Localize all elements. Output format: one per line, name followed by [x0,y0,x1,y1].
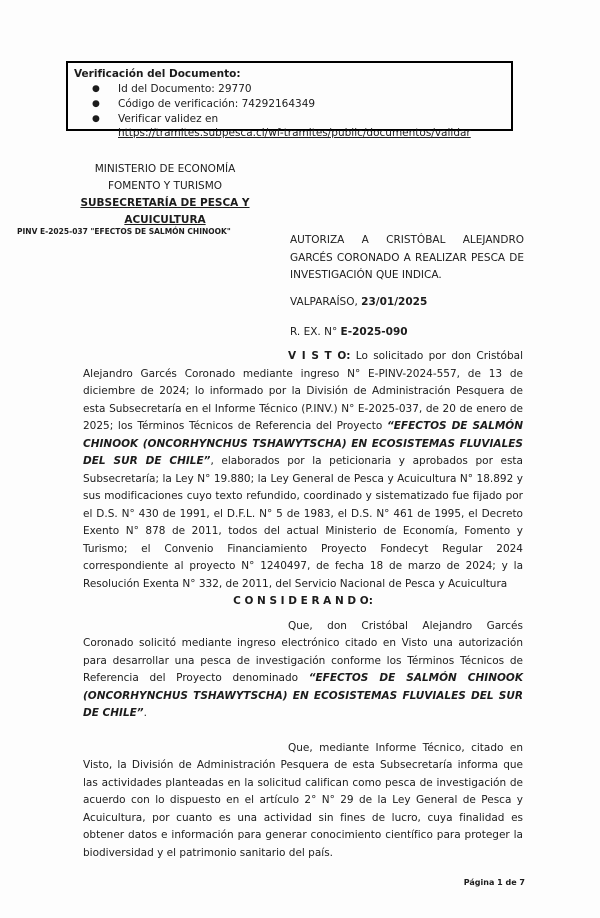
resolution-date: 23/01/2025 [361,296,428,308]
verification-box [66,61,513,139]
project-reference: PINV E-2025-037 "EFECTOS DE SALMÓN CHINOOK" [17,227,231,236]
resolution-prefix: R. EX. N° [290,326,341,338]
project-title: “EFECTOS DE SALMÓN CHINOOK (ONCORHYNCHUS TSHAWYTSCHA) EN ECOSISTEMAS FLUVIALES DEL SUR DE CHILE” [83,672,523,719]
place-date-line [290,296,427,308]
verification-title: Verificación del Documento: [74,68,241,80]
letterhead [40,161,290,229]
considerando-paragraph-2: Que, mediante Informe Técnico, citado en Visto, la División de Administración Pesquera de esta Subsecretaría informa que las actividades planteadas en la solicitud califican como pesca de investigación de acuerdo con lo dispuesto en el artículo 2° N° 29 de la Ley General de Pesca y Acuicultura, por cuanto es una actividad sin fines de lucro, cuya finalidad es obtener datos e información para generar conocimiento científico para proteger la biodiversidad y el patrimonio sanitario del país. [83,741,523,859]
resolution-number: E-2025-090 [340,326,408,338]
visto-heading: V I S T O: [288,350,351,362]
bullet-icon: ● [92,114,100,124]
document-body [83,348,523,862]
agency-name-line1: SUBSECRETARÍA DE PESCA Y [80,197,250,209]
project-title: “EFECTOS DE SALMÓN CHINOOK (ONCORHYNCHUS TSHAWYTSCHA) EN ECOSISTEMAS FLUVIALES DEL SUR DE CHILE” [83,420,523,467]
visto-paragraph: V I S T O: Lo solicitado por don Cristóbal Alejandro Garcés Coronado mediante ingreso N° E-PINV-2024-557, de 13 de diciembre de 2024; lo informado por la División de Administración Pesquera de esta Subsecretaría en el Informe Técnico (P.INV.) N° E-2025-037, de 20 de enero de 2025; los Términos Técnicos de Referencia del Proyecto “EFECTOS DE SALMÓN CHINOOK (ONCORHYNCHUS TSHAWYTSCHA) EN ECOSISTEMAS FLUVIALES DEL SUR DE CHILE”, elaborados por la peticionaria y aprobados por esta Subsecretaría; la Ley N° 19.880; la Ley General de Pesca y Acuicultura N° 18.892 y sus modificaciones cuyo texto refundido, coordinado y sistematizado fue fijado por el D.S. N° 430 de 1991, el D.F.L. N° 5 de 1983, el D.S. N° 461 de 1995, el Decreto Exento N° 878 de 2011, todos del actual Ministerio de Economía, Fomento y Turismo; el Convenio Financiamiento Proyecto Fondecyt Regular 2024 correspondiente al proyecto N° 1240497, de fecha 18 de marzo de 2024; y la Resolución Exenta N° 332, de 2011, del Servicio Nacional de Pesca y Acuicultura [83,350,523,590]
agency-name-line2: ACUICULTURA [124,214,206,226]
considerando-heading: C O N S I D E R A N D O: [233,595,373,607]
ministry-name-line2: FOMENTO Y TURISMO [107,180,223,192]
verification-item-id: ● Id del Documento: 29770 [92,83,252,95]
ministry-name-line1: MINISTERIO DE ECONOMÍA [94,163,236,175]
verification-item-validate: ● Verificar validez en [92,113,219,125]
bullet-icon: ● [92,99,100,109]
place-label: VALPARAÍSO, [290,296,362,308]
resolution-number-line [290,326,408,338]
considerando-paragraph-1: Que, don Cristóbal Alejandro Garcés Coronado solicitó mediante ingreso electrónico citado en Visto una autorización para desarrollar una pesca de investigación conforme los Términos Técnicos de Referencia del Proyecto denominado “EFECTOS DE SALMÓN CHINOOK (ONCORHYNCHUS TSHAWYTSCHA) EN ECOSISTEMAS FLUVIALES DEL SUR DE CHILE”. [83,619,523,719]
bullet-icon: ● [92,84,100,94]
verification-item-code: ● Código de verificación: 74292164349 [92,98,316,110]
verification-url-link[interactable]: https://tramites.subpesca.cl/wf-tramites/public/documentos/validar [118,127,471,139]
resolution-subject: AUTORIZA A CRISTÓBAL ALEJANDRO GARCÉS CORONADO A REALIZAR PESCA DE INVESTIGACIÓN QUE INDICA. [290,234,524,281]
page-number: Página 1 de 7 [463,878,525,887]
